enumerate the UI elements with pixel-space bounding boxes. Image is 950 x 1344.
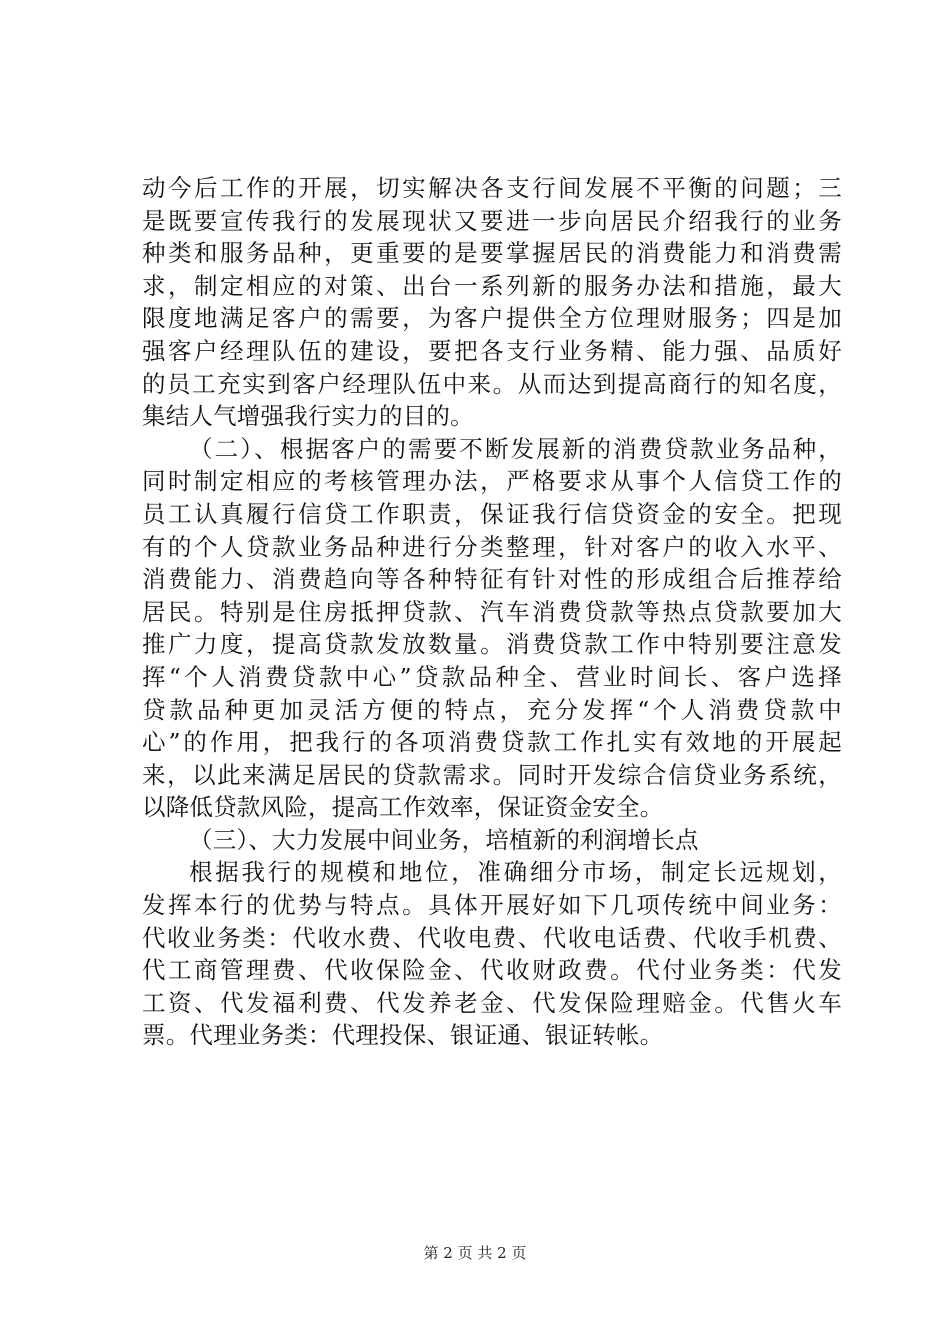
text-line: 心”的作用，把我行的各项消费贷款工作扎实有效地的开展起 bbox=[142, 728, 842, 757]
section-heading-2: （二）、根据客户的需要不断发展新的消费贷款业务品种， bbox=[189, 434, 842, 463]
text-line: 票。代理业务类：代理投保、银证通、银证转帐。 bbox=[142, 1021, 664, 1050]
document-body bbox=[142, 172, 842, 1052]
text-line: 员工认真履行信贷工作职责，保证我行信贷资金的安全。把现 bbox=[142, 499, 842, 528]
text-line: 有的个人贷款业务品种进行分类整理，针对客户的收入水平、 bbox=[142, 532, 842, 561]
text-line: 挥“个人消费贷款中心”贷款品种全、营业时间长、客户选择 bbox=[142, 662, 842, 691]
text-line: 推广力度，提高贷款发放数量。消费贷款工作中特别要注意发 bbox=[142, 630, 842, 659]
text-line: 求，制定相应的对策、出台一系列新的服务办法和措施，最大 bbox=[142, 271, 842, 300]
text-line: 消费能力、消费趋向等各种特征有针对性的形成组合后推荐给 bbox=[142, 565, 842, 594]
text-line: 动今后工作的开展，切实解决各支行间发展不平衡的问题；三 bbox=[142, 174, 842, 202]
text-line: 居民。特别是住房抵押贷款、汽车消费贷款等热点贷款要加大 bbox=[142, 597, 842, 626]
text-line: 是既要宣传我行的发展现状又要进一步向居民介绍我行的业务 bbox=[142, 206, 842, 235]
text-line: 强客户经理队伍的建设，要把各支行业务精、能力强、品质好 bbox=[142, 336, 842, 365]
text-line: 以降低贷款风险，提高工作效率，保证资金安全。 bbox=[142, 793, 664, 822]
text-line: 发挥本行的优势与特点。具体开展好如下几项传统中间业务： bbox=[142, 891, 842, 920]
text-line: 来，以此来满足居民的贷款需求。同时开发综合信贷业务系统， bbox=[142, 760, 842, 789]
text-line: 集结人气增强我行实力的目的。 bbox=[142, 402, 474, 431]
text-line: 贷款品种更加灵活方便的特点，充分发挥“个人消费贷款中 bbox=[142, 695, 842, 724]
text-line: 的员工充实到客户经理队伍中来。从而达到提高商行的知名度， bbox=[142, 369, 842, 398]
section-heading-3: （三）、大力发展中间业务，培植新的利润增长点 bbox=[189, 825, 699, 854]
text-line: 同时制定相应的考核管理办法，严格要求从事个人信贷工作的 bbox=[142, 467, 842, 496]
text-line: 代工商管理费、代收保险金、代收财政费。代付业务类：代发 bbox=[142, 956, 842, 985]
page-footer: 第 2 页 共 2 页 bbox=[423, 1244, 527, 1262]
text-line: 根据我行的规模和地位，准确细分市场，制定长远规划， bbox=[189, 858, 842, 887]
text-line: 限度地满足客户的需要，为客户提供全方位理财服务；四是加 bbox=[142, 304, 842, 333]
text-line: 工资、代发福利费、代发养老金、代发保险理赔金。代售火车 bbox=[142, 988, 842, 1017]
text-line: 种类和服务品种，更重要的是要掌握居民的消费能力和消费需 bbox=[142, 239, 842, 268]
text-line: 代收业务类：代收水费、代收电费、代收电话费、代收手机费、 bbox=[142, 923, 842, 952]
